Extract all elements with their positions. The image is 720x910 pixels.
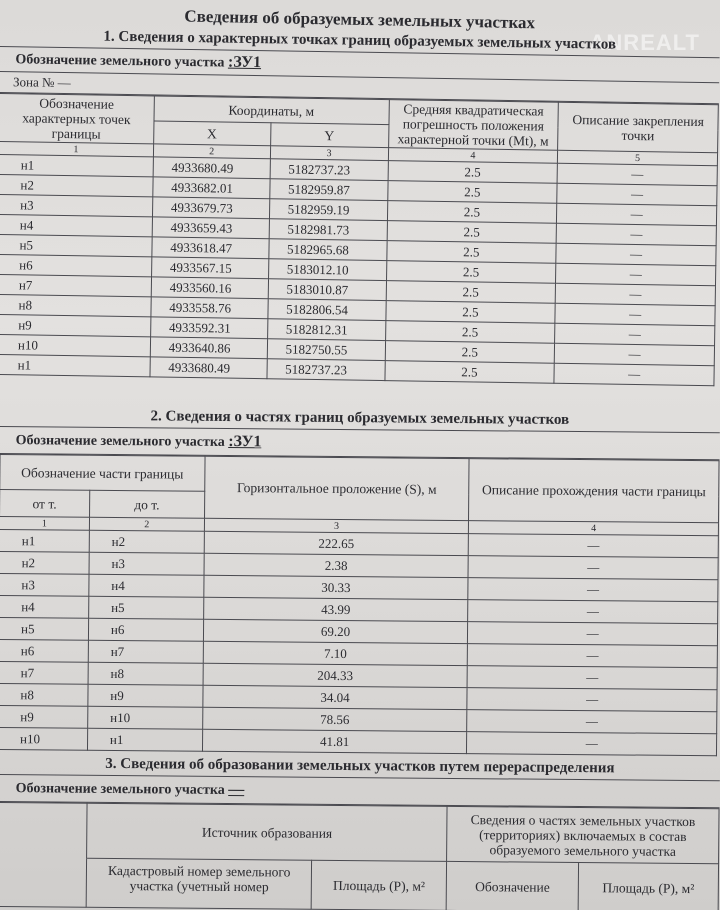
length-cell: 43.99 xyxy=(203,597,468,621)
fixing-cell: — xyxy=(556,223,716,246)
fixing-cell: — xyxy=(555,283,715,306)
col-number: 4 xyxy=(469,521,719,536)
y-cell: 5183012.10 xyxy=(268,259,386,281)
col-number: 3 xyxy=(204,518,469,533)
col-number: 3 xyxy=(270,146,388,161)
point-cell: н9 xyxy=(0,314,151,336)
x-cell: 4933567.15 xyxy=(151,257,268,279)
header-accuracy: Средняя квадратическая погрешность положения характерной точки (Mt), м xyxy=(388,100,558,151)
header-designation: Обозначение xyxy=(446,861,578,910)
accuracy-cell: 2.5 xyxy=(385,301,555,324)
point-cell: н5 xyxy=(0,234,152,256)
header-coords: Координаты, м xyxy=(154,96,389,125)
from-cell: н8 xyxy=(0,683,88,706)
accuracy-cell: 2.5 xyxy=(385,321,555,344)
accuracy-cell: 2.5 xyxy=(386,261,556,284)
section-3 xyxy=(0,752,720,910)
header-from: от т. xyxy=(0,490,90,518)
length-cell: 30.33 xyxy=(204,575,469,599)
col-number: 1 xyxy=(0,141,153,156)
x-cell: 4933560.16 xyxy=(151,277,268,299)
from-cell: н4 xyxy=(0,595,89,618)
point-cell: н8 xyxy=(0,294,151,316)
point-cell: н2 xyxy=(0,174,153,196)
watermark: ANREALT xyxy=(589,30,700,55)
desc-cell: — xyxy=(467,710,717,734)
parcel-label: Обозначение земельного участка xyxy=(15,781,225,798)
parcel-code: :ЗУ1 xyxy=(228,432,262,451)
accuracy-cell: 2.5 xyxy=(386,241,556,264)
from-cell: н9 xyxy=(0,705,88,728)
point-cell: н10 xyxy=(0,334,150,356)
y-cell: 5182981.73 xyxy=(269,219,387,241)
x-cell: 4933680.49 xyxy=(153,157,270,179)
accuracy-cell: 2.5 xyxy=(388,161,558,184)
to-cell: н3 xyxy=(89,552,204,575)
header-cadastral: Кадастровый номер земельного участка (учетный номер xyxy=(87,858,312,909)
point-cell: н4 xyxy=(0,214,152,236)
x-cell: 4933659.43 xyxy=(152,217,269,239)
x-cell: 4933680.49 xyxy=(150,357,267,379)
header-x: X xyxy=(153,121,270,146)
length-cell: 204.33 xyxy=(203,663,468,687)
from-cell: н1 xyxy=(0,529,89,552)
empty-cell xyxy=(0,857,87,907)
y-cell: 5182737.23 xyxy=(270,159,388,181)
y-cell: 5182750.55 xyxy=(267,339,385,361)
section-2 xyxy=(0,404,720,756)
y-cell: 5182737.23 xyxy=(267,359,385,381)
length-cell: 41.81 xyxy=(202,729,467,753)
header-y: Y xyxy=(270,123,388,148)
fixing-cell: — xyxy=(556,263,716,286)
from-cell: н7 xyxy=(0,661,88,684)
col-number: 2 xyxy=(153,144,270,159)
from-cell: н5 xyxy=(0,617,89,640)
parcel-code: :ЗУ1 xyxy=(227,53,262,72)
accuracy-cell: 2.5 xyxy=(386,281,556,304)
header-part: Обозначение части границы xyxy=(0,455,205,492)
length-cell: 7.10 xyxy=(203,641,468,665)
header-length: Горизонтальное проложение (S), м xyxy=(204,456,469,520)
y-cell: 5182965.68 xyxy=(268,239,386,261)
to-cell: н8 xyxy=(88,662,203,685)
point-cell: н1 xyxy=(0,354,150,376)
desc-cell: — xyxy=(468,622,718,646)
fixing-cell: — xyxy=(556,243,716,266)
accuracy-cell: 2.5 xyxy=(384,361,554,384)
to-cell: н9 xyxy=(88,684,203,707)
accuracy-cell: 2.5 xyxy=(387,221,557,244)
to-cell: н1 xyxy=(87,728,202,751)
fixing-cell: — xyxy=(555,303,715,326)
section-2-title: 2. Сведения о частях границ образуемых земельных участков xyxy=(0,404,720,433)
desc-cell: — xyxy=(468,600,718,624)
points-table xyxy=(0,93,719,386)
length-cell: 34.04 xyxy=(203,685,468,709)
length-cell: 78.56 xyxy=(202,707,467,731)
point-cell: н7 xyxy=(0,274,151,296)
header-source: Источник образования xyxy=(87,803,447,861)
desc-cell: — xyxy=(467,732,717,756)
length-cell: 69.20 xyxy=(203,619,468,643)
col-number: 4 xyxy=(388,148,558,164)
section-1 xyxy=(0,24,720,386)
from-cell: н2 xyxy=(0,551,89,574)
col-number: 5 xyxy=(558,150,718,166)
x-cell: 4933679.73 xyxy=(152,197,269,219)
to-cell: н2 xyxy=(89,530,204,553)
desc-cell: — xyxy=(469,534,719,558)
section-3-title: 3. Сведения об образовании земельных участков путем перераспределения xyxy=(0,752,720,781)
accuracy-cell: 2.5 xyxy=(387,201,557,224)
to-cell: н5 xyxy=(89,596,204,619)
point-cell: н6 xyxy=(0,254,152,276)
y-cell: 5182812.31 xyxy=(267,319,385,341)
x-cell: 4933592.31 xyxy=(150,317,267,339)
from-cell: н10 xyxy=(0,727,88,750)
x-cell: 4933618.47 xyxy=(152,237,269,259)
x-cell: 4933640.86 xyxy=(150,337,267,359)
y-cell: 5182959.87 xyxy=(269,179,387,201)
header-desc: Описание прохождения части границы xyxy=(469,459,719,523)
fixing-cell: — xyxy=(557,163,717,186)
empty-cell xyxy=(0,802,87,858)
desc-cell: — xyxy=(468,556,718,580)
desc-cell: — xyxy=(468,644,718,668)
accuracy-cell: 2.5 xyxy=(385,341,555,364)
col-number: 1 xyxy=(0,517,89,531)
fixing-cell: — xyxy=(554,343,714,366)
parcel-label: Обозначение земельного участка xyxy=(15,433,225,450)
page-title: Сведения об образуемых земельных участках xyxy=(184,6,536,33)
header-point: Обозначение характерных точек границы xyxy=(0,93,154,143)
segments-table xyxy=(0,454,720,756)
header-to: до т. xyxy=(89,490,204,518)
fixing-cell: — xyxy=(557,183,717,206)
x-cell: 4933682.01 xyxy=(153,177,270,199)
to-cell: н6 xyxy=(88,618,203,641)
x-cell: 4933558.76 xyxy=(151,297,268,319)
parcel-code: — xyxy=(228,780,245,799)
length-cell: 222.65 xyxy=(204,531,469,555)
header-fixing: Описание закрепления точки xyxy=(558,102,718,153)
point-cell: н1 xyxy=(0,154,153,176)
from-cell: н3 xyxy=(0,573,89,596)
zone-line: Зона № — xyxy=(0,72,719,104)
header-area-2: Площадь (P), м² xyxy=(578,863,718,910)
accuracy-cell: 2.5 xyxy=(387,181,557,204)
from-cell: н6 xyxy=(0,639,88,662)
fixing-cell: — xyxy=(557,203,717,226)
section-1-title: 1. Сведения о характерных точках границ образуемых земельных участков xyxy=(0,24,720,58)
header-area: Площадь (P), м² xyxy=(311,860,446,910)
y-cell: 5182959.19 xyxy=(269,199,387,221)
desc-cell: — xyxy=(468,578,718,602)
parcel-label: Обозначение земельного участка xyxy=(15,52,225,71)
y-cell: 5182806.54 xyxy=(268,299,386,321)
to-cell: н7 xyxy=(88,640,203,663)
col-number: 2 xyxy=(89,517,204,531)
length-cell: 2.38 xyxy=(204,553,469,577)
y-cell: 5183010.87 xyxy=(268,279,386,301)
fixing-cell: — xyxy=(555,323,715,346)
to-cell: н10 xyxy=(88,706,203,729)
point-cell: н3 xyxy=(0,194,153,216)
desc-cell: — xyxy=(467,688,717,712)
desc-cell: — xyxy=(467,666,717,690)
redistribution-table xyxy=(0,802,720,910)
fixing-cell: — xyxy=(554,363,714,386)
to-cell: н4 xyxy=(89,574,204,597)
header-parts-info: Сведения о частях земельных участков (территориях) включаемых в состав образуемого земельного участка xyxy=(447,806,719,863)
